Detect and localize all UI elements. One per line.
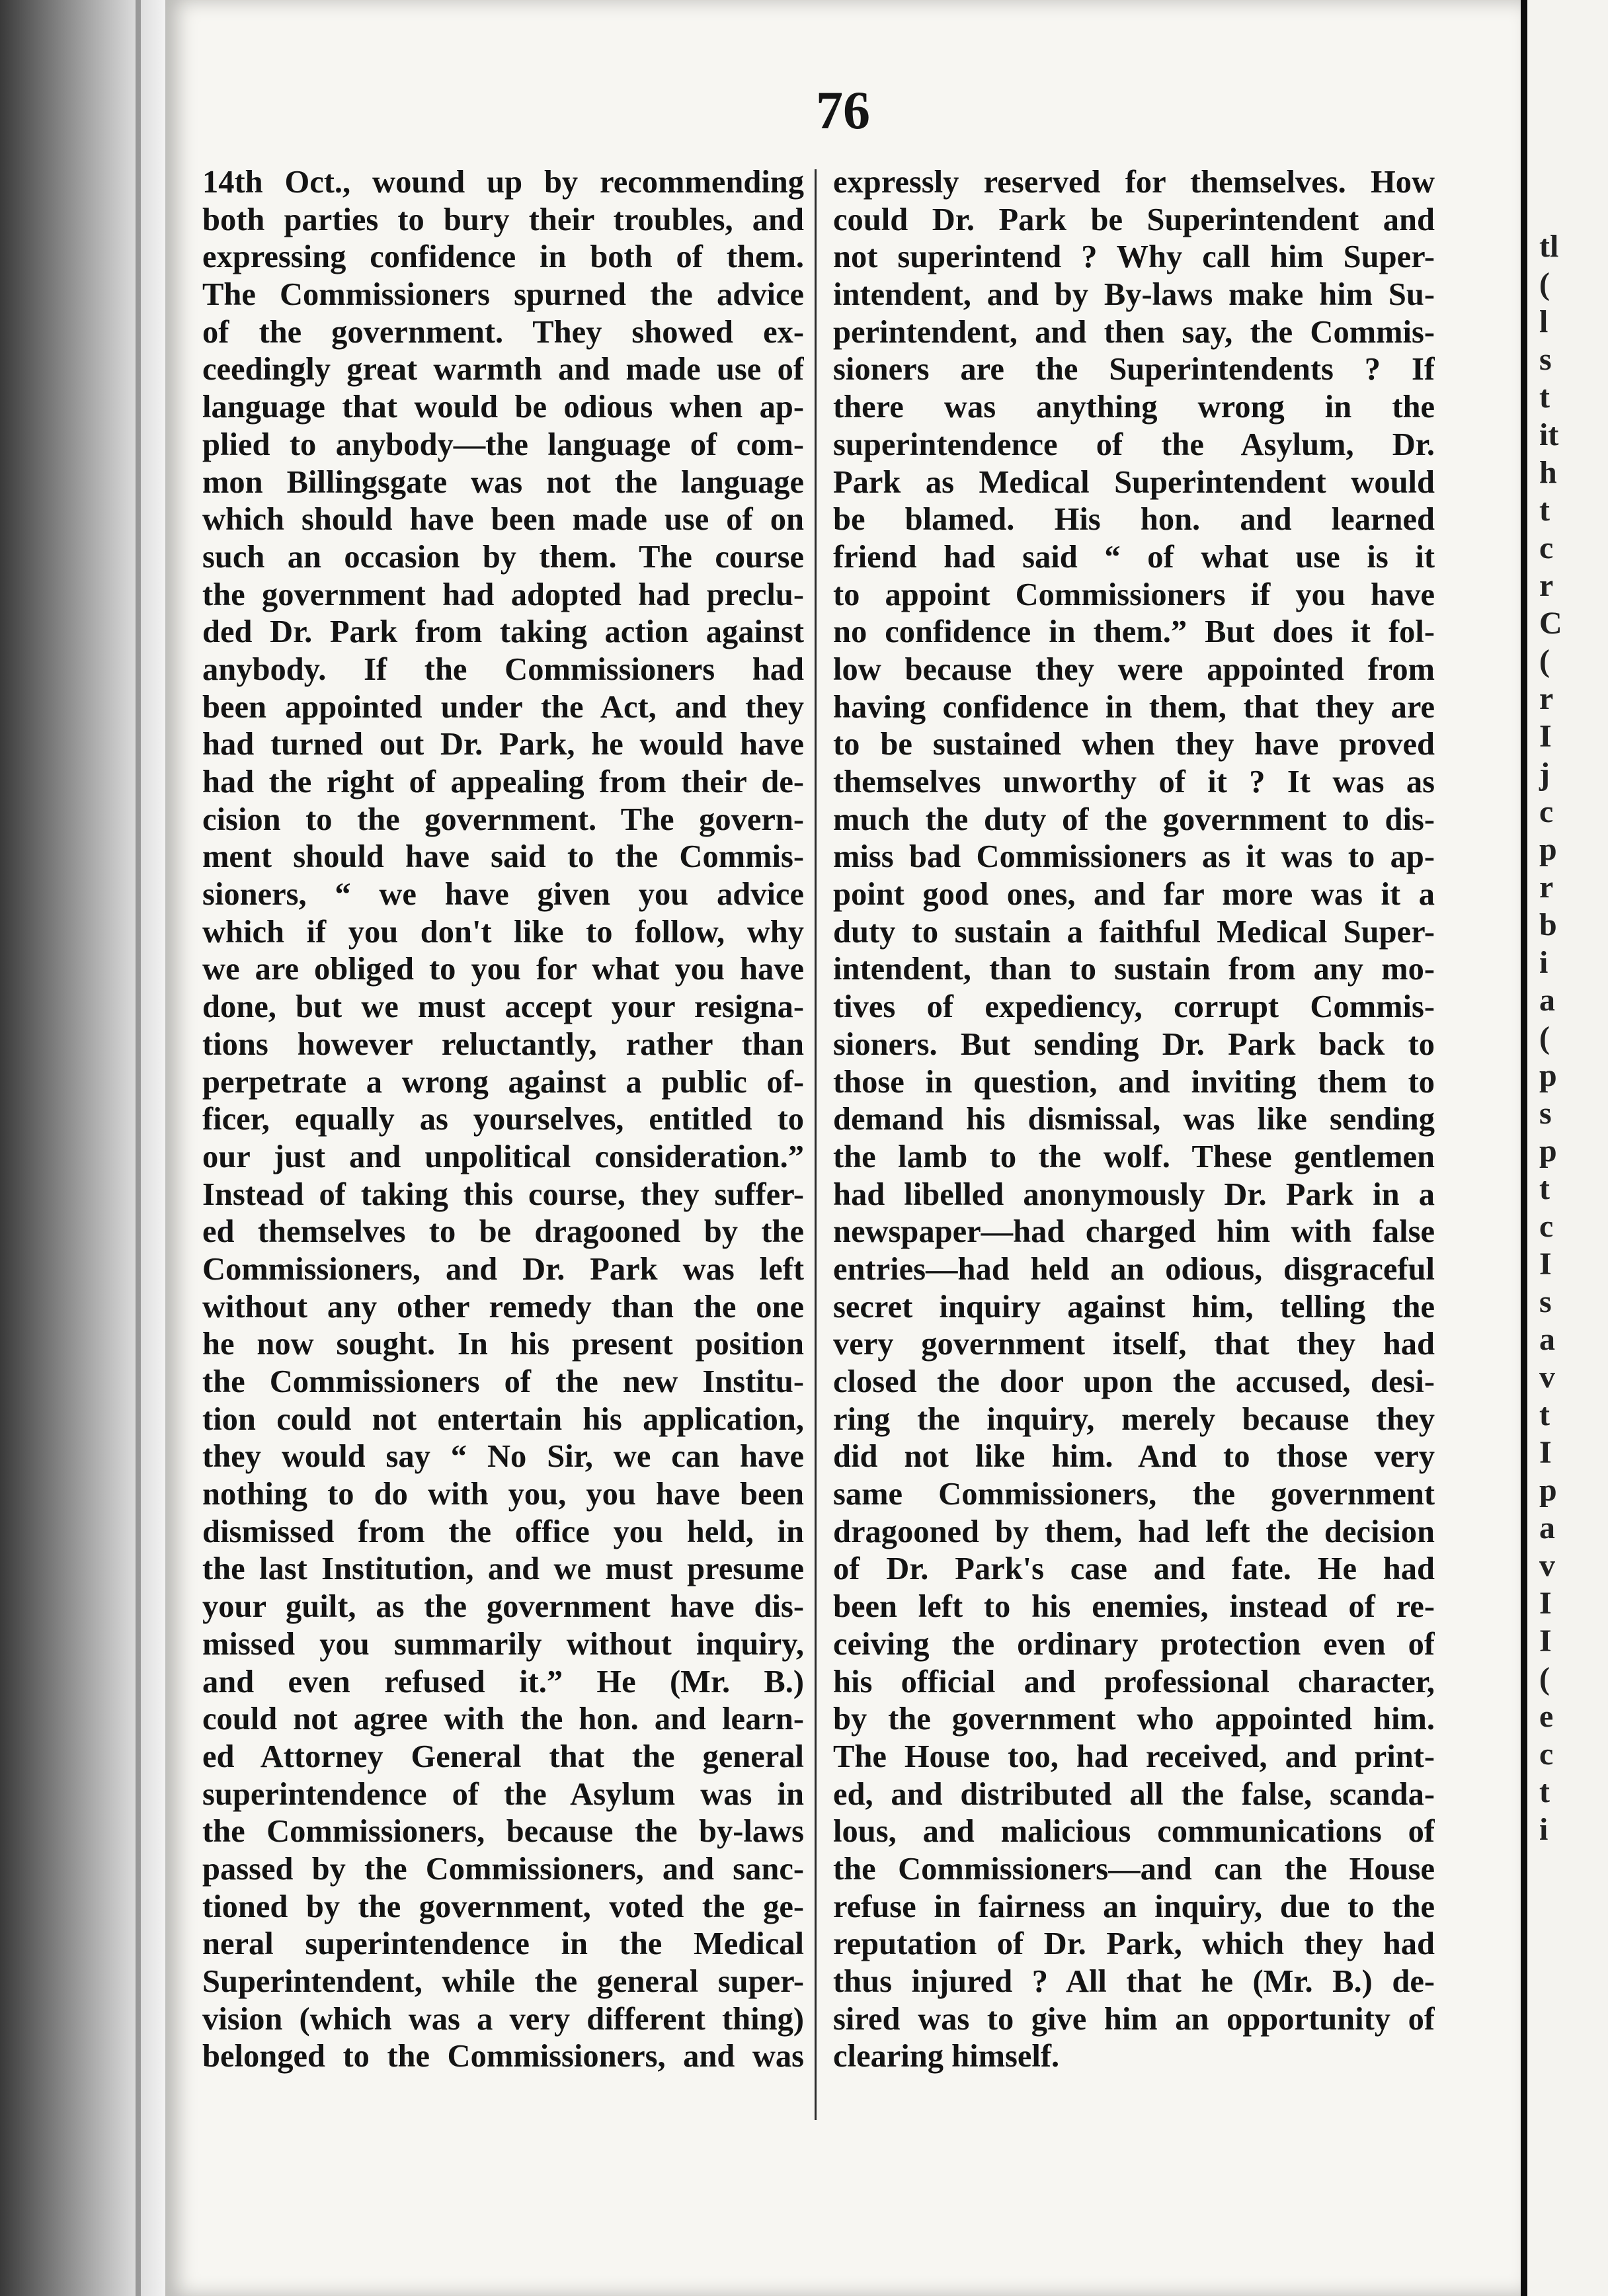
- text-line: had libelled anonymously Dr. Park in a: [833, 1176, 1435, 1212]
- text-line: thus injured ? All that he (Mr. B.) de-: [833, 1964, 1435, 1999]
- text-line: been appointed under the Act, and they: [202, 689, 804, 725]
- text-line: newspaper—had charged him with false: [833, 1214, 1435, 1250]
- text-line: such an occasion by them. The course: [202, 539, 804, 575]
- text-line: ring the inquiry, merely because they: [833, 1401, 1435, 1437]
- next-page-fragment: c: [1539, 794, 1554, 829]
- text-line: and even refused it.” He (Mr. B.): [202, 1664, 804, 1700]
- text-line: intendent, and by By-laws make him Su-: [833, 277, 1435, 313]
- text-line: sioners. But sending Dr. Park back to: [833, 1026, 1435, 1062]
- next-page-fragment: I: [1539, 1435, 1552, 1470]
- next-page-fragment: e: [1539, 1699, 1554, 1734]
- text-line: ed, and distributed all the false, scanda-: [833, 1776, 1435, 1812]
- text-line: secret inquiry against him, telling the: [833, 1289, 1435, 1325]
- text-line: he now sought. In his present position: [202, 1327, 804, 1362]
- next-page-fragment: (: [1539, 1661, 1550, 1696]
- text-line: intendent, than to sustain from any mo-: [833, 952, 1435, 987]
- text-line: expressly reserved for themselves. How: [833, 165, 1435, 200]
- next-page-fragment: r: [1539, 681, 1554, 716]
- next-page-fragment: I: [1539, 1623, 1552, 1659]
- text-line: of the government. They showed ex-: [202, 314, 804, 350]
- next-page-fragment: t: [1539, 493, 1550, 528]
- next-page-fragment: v: [1539, 1360, 1555, 1395]
- text-line: The House too, had received, and print-: [833, 1739, 1435, 1774]
- next-page-fragment: s: [1539, 342, 1552, 377]
- text-line: refuse in fairness an inquiry, due to the: [833, 1889, 1435, 1924]
- text-line: tives of expediency, corrupt Commis-: [833, 989, 1435, 1025]
- next-page-fragment: t: [1539, 380, 1550, 415]
- next-page-fragment: c: [1539, 530, 1554, 565]
- text-line: friend had said “ of what use is it: [833, 539, 1435, 575]
- text-line: superintendence of the Asylum was in: [202, 1776, 804, 1812]
- text-line: to appoint Commissioners if you have: [833, 577, 1435, 612]
- next-page-fragment: p: [1539, 832, 1557, 867]
- text-line: there was anything wrong in the: [833, 390, 1435, 425]
- book-binding: [0, 0, 165, 2296]
- text-line: same Commissioners, the government: [833, 1477, 1435, 1512]
- text-line: ment should have said to the Commis-: [202, 839, 804, 875]
- next-page-fragment: I: [1539, 1586, 1552, 1621]
- next-page-fragment: c: [1539, 1209, 1554, 1244]
- next-page-fragment: I: [1539, 719, 1552, 754]
- text-line: the lamb to the wolf. These gentlemen: [833, 1139, 1435, 1174]
- text-line: much the duty of the government to dis-: [833, 801, 1435, 837]
- text-line: cision to the government. The govern-: [202, 801, 804, 837]
- book-page: [165, 0, 1521, 2296]
- text-line: clearing himself.: [833, 2039, 1060, 2074]
- text-line: language that would be odious when ap-: [202, 390, 804, 425]
- text-line: ficer, equally as yourselves, entitled to: [202, 1102, 804, 1137]
- text-line: did not like him. And to those very: [833, 1439, 1435, 1475]
- text-line: both parties to bury their troubles, and: [202, 202, 804, 237]
- next-page-fragment: b: [1539, 907, 1557, 942]
- next-page-fragment: (: [1539, 1020, 1550, 1055]
- text-line: could not agree with the hon. and learn-: [202, 1702, 804, 1737]
- text-line: perintendent, and then say, the Commis-: [833, 314, 1435, 350]
- next-page-fragment: C: [1539, 606, 1562, 641]
- text-line: entries—had held an odious, disgraceful: [833, 1251, 1435, 1287]
- text-line: done, but we must accept your resigna-: [202, 989, 804, 1025]
- text-line: dragooned by them, had left the decision: [833, 1514, 1435, 1549]
- text-line: Superintendent, while the general super-: [202, 1964, 804, 1999]
- next-page-fragment: j: [1539, 757, 1550, 792]
- text-line: ceiving the ordinary protection even of: [833, 1626, 1435, 1662]
- text-line: closed the door upon the accused, desi-: [833, 1364, 1435, 1399]
- next-page-fragment: a: [1539, 1322, 1555, 1357]
- page-number: 76: [816, 80, 870, 140]
- next-page-fragment: s: [1539, 1096, 1552, 1131]
- text-line: they would say “ No Sir, we can have: [202, 1439, 804, 1475]
- text-line: to be sustained when they have proved: [833, 727, 1435, 762]
- text-line: The Commissioners spurned the advice: [202, 277, 804, 313]
- next-page-fragment: p: [1539, 1473, 1557, 1508]
- text-line: superintendence of the Asylum, Dr.: [833, 427, 1435, 462]
- text-line: his official and professional character,: [833, 1664, 1435, 1700]
- left-column: [202, 164, 804, 2076]
- text-line: plied to anybody—the language of com-: [202, 427, 804, 462]
- column-divider: [815, 169, 817, 2120]
- page-gutter: [1521, 0, 1527, 2296]
- next-page-fragment: v: [1539, 1548, 1555, 1583]
- next-page-fragment: l: [1539, 304, 1548, 339]
- text-line: tions however reluctantly, rather than: [202, 1026, 804, 1062]
- text-line: ed themselves to be dragooned by the: [202, 1214, 804, 1250]
- text-line: our just and unpolitical consideration.”: [202, 1139, 804, 1174]
- text-line: had turned out Dr. Park, he would have: [202, 727, 804, 762]
- text-line: lous, and malicious communications of: [833, 1814, 1435, 1850]
- text-line: could Dr. Park be Superintendent and: [833, 202, 1435, 237]
- text-line: those in question, and inviting them to: [833, 1064, 1435, 1100]
- text-line: Instead of taking this course, they suffer-: [202, 1176, 804, 1212]
- text-line: missed you summarily without inquiry,: [202, 1626, 804, 1662]
- text-line: vision (which was a very different thing): [202, 2001, 804, 2037]
- next-page-fragment: a: [1539, 1510, 1555, 1545]
- text-line: your guilt, as the government have dis-: [202, 1589, 804, 1625]
- text-line: duty to sustain a faithful Medical Super-: [833, 914, 1435, 950]
- right-column: [833, 164, 1435, 2076]
- next-page-fragment: p: [1539, 1133, 1557, 1168]
- text-line: perpetrate a wrong against a public of-: [202, 1064, 804, 1100]
- next-page-fragment: t: [1539, 1171, 1550, 1206]
- text-line: Park as Medical Superintendent would: [833, 464, 1435, 500]
- text-line: the last Institution, and we must presume: [202, 1551, 804, 1587]
- text-line: neral superintendence in the Medical: [202, 1926, 804, 1962]
- text-line: which if you don't like to follow, why: [202, 914, 804, 950]
- text-line: tion could not entertain his application,: [202, 1401, 804, 1437]
- next-page-fragment: s: [1539, 1284, 1552, 1319]
- text-line: sired was to give him an opportunity of: [833, 2001, 1435, 2037]
- text-line: low because they were appointed from: [833, 651, 1435, 687]
- text-line: passed by the Commissioners, and sanc-: [202, 1851, 804, 1887]
- next-page-edge: [1527, 0, 1608, 2296]
- text-line: not superintend ? Why call him Super-: [833, 239, 1435, 275]
- text-line: sioners are the Superintendents ? If: [833, 352, 1435, 388]
- text-line: the Commissioners—and can the House: [833, 1851, 1435, 1887]
- next-page-fragment: t: [1539, 1774, 1550, 1809]
- text-line: be blamed. His hon. and learned: [833, 502, 1435, 538]
- next-page-fragment: i: [1539, 945, 1548, 980]
- next-page-fragment: c: [1539, 1737, 1554, 1772]
- next-page-fragment: (: [1539, 643, 1550, 678]
- text-line: we are obliged to you for what you have: [202, 952, 804, 987]
- text-line: no confidence in them.” But does it fol-: [833, 614, 1435, 650]
- text-line: the Commissioners of the new Institu-: [202, 1364, 804, 1399]
- text-line: dismissed from the office you held, in: [202, 1514, 804, 1549]
- text-line: without any other remedy than the one: [202, 1289, 804, 1325]
- text-line: miss bad Commissioners as it was to ap-: [833, 839, 1435, 875]
- text-line: 14th Oct., wound up by recommending: [202, 165, 804, 200]
- next-page-fragment: it: [1539, 417, 1559, 452]
- text-line: mon Billingsgate was not the language: [202, 464, 804, 500]
- next-page-fragment: r: [1539, 568, 1554, 603]
- text-line: had the right of appealing from their de-: [202, 764, 804, 800]
- next-page-fragment: r: [1539, 870, 1554, 905]
- text-line: reputation of Dr. Park, which they had: [833, 1926, 1435, 1962]
- text-line: of Dr. Park's case and fate. He had: [833, 1551, 1435, 1587]
- text-line: Commissioners, and Dr. Park was left: [202, 1251, 804, 1287]
- text-line: which should have been made use of on: [202, 502, 804, 538]
- next-page-fragment: h: [1539, 455, 1557, 490]
- text-line: anybody. If the Commissioners had: [202, 651, 804, 687]
- text-line: point good ones, and far more was it a: [833, 877, 1435, 913]
- text-line: ed Attorney General that the general: [202, 1739, 804, 1774]
- next-page-fragment: a: [1539, 983, 1555, 1018]
- text-line: sioners, “ we have given you advice: [202, 877, 804, 913]
- text-line: belonged to the Commissioners, and was: [202, 2039, 804, 2074]
- text-line: ded Dr. Park from taking action against: [202, 614, 804, 650]
- text-line: been left to his enemies, instead of re-: [833, 1589, 1435, 1625]
- text-line: ceedingly great warmth and made use of: [202, 352, 804, 388]
- next-page-fragment: I: [1539, 1247, 1552, 1282]
- text-line: themselves unworthy of it ? It was as: [833, 764, 1435, 800]
- next-page-fragment: tl: [1539, 229, 1559, 264]
- text-line: the government had adopted had preclu-: [202, 577, 804, 612]
- next-page-fragment: (: [1539, 266, 1550, 302]
- text-line: tioned by the government, voted the ge-: [202, 1889, 804, 1924]
- next-page-fragment: p: [1539, 1058, 1557, 1093]
- text-line: the Commissioners, because the by-laws: [202, 1814, 804, 1850]
- text-line: very government itself, that they had: [833, 1327, 1435, 1362]
- next-page-fragment: i: [1539, 1812, 1548, 1847]
- text-line: having confidence in them, that they are: [833, 689, 1435, 725]
- text-line: by the government who appointed him.: [833, 1702, 1435, 1737]
- text-line: nothing to do with you, you have been: [202, 1477, 804, 1512]
- text-line: demand his dismissal, was like sending: [833, 1102, 1435, 1137]
- next-page-fragment: t: [1539, 1397, 1550, 1432]
- text-line: expressing confidence in both of them.: [202, 239, 804, 275]
